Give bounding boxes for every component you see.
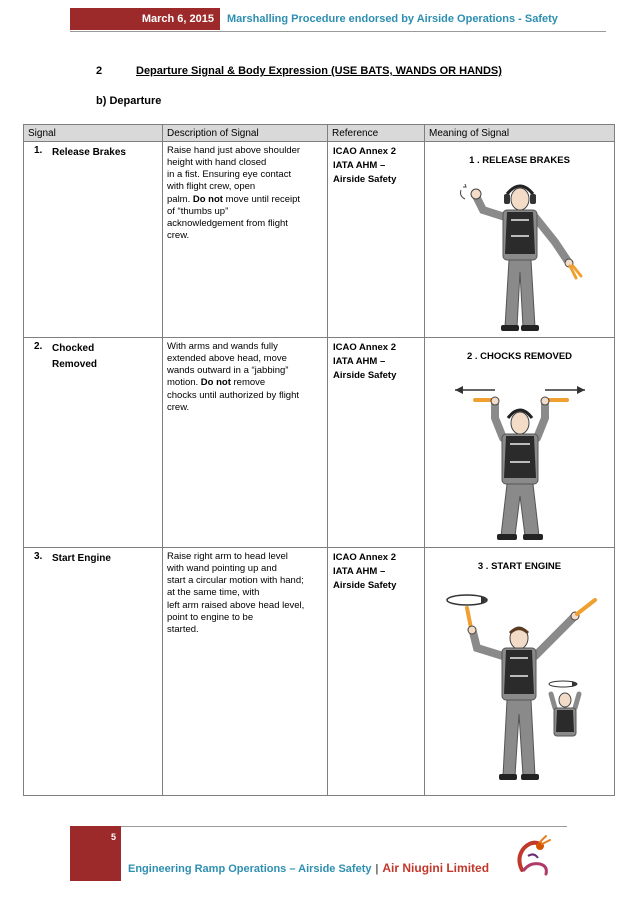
description-line <box>167 194 323 206</box>
col-header-reference: Reference <box>328 125 425 142</box>
description-line: chocks until authorized by flight <box>167 389 300 401</box>
chocks-removed-figure <box>425 338 615 548</box>
table-header-row <box>24 125 615 142</box>
reference-line: ICAO Annex 2 <box>333 146 396 157</box>
section-heading <box>96 65 502 77</box>
description-line: Raise right arm to head level <box>167 551 288 562</box>
reference-line: ICAO Annex 2 <box>333 342 396 353</box>
reference-line: Airside Safety <box>333 579 397 591</box>
header-date: March 6, 2015 <box>70 8 220 30</box>
meaning-cell <box>425 548 615 796</box>
reference-line: ICAO Annex 2 <box>333 552 396 563</box>
description-cell <box>163 338 328 548</box>
description-text: palm. <box>167 193 193 205</box>
meaning-title: 1 . RELEASE BRAKES <box>469 155 570 166</box>
description-line: started. <box>167 623 199 635</box>
reference-line: Airside Safety <box>333 369 397 381</box>
description-line: of “thumbs up” <box>167 205 229 217</box>
meaning-title: 3 . START ENGINE <box>477 561 562 572</box>
start-engine-figure <box>425 548 615 796</box>
description-line: wands outward in a “jabbing” <box>167 365 289 377</box>
reference-line: IATA AHM – <box>333 159 386 171</box>
description-line <box>167 377 323 389</box>
signal-number: 1. <box>34 145 43 156</box>
meaning-title: 2 . CHOCKS REMOVED <box>466 351 573 362</box>
header-title: Marshalling Procedure endorsed by Airside Operations - Safety <box>227 13 558 25</box>
signal-cell <box>24 142 163 338</box>
description-emphasis: Do not <box>200 377 231 389</box>
description-line: crew. <box>167 230 190 242</box>
signal-name: Start Engine <box>52 553 111 564</box>
release-brakes-figure <box>425 142 615 338</box>
signal-cell <box>24 338 163 548</box>
signal-number: 2. <box>34 341 43 352</box>
footer-company: Air Niugini Limited <box>382 861 490 875</box>
meaning-cell <box>425 142 615 338</box>
description-line: start a circular motion with hand; <box>167 575 304 587</box>
description-line: acknowledgement from flight <box>167 217 288 229</box>
reference-cell <box>328 548 425 796</box>
bird-of-paradise-logo-icon <box>510 834 554 878</box>
description-line: extended above head, move <box>167 353 287 365</box>
reference-line: IATA AHM – <box>333 355 386 367</box>
description-text: move until receipt <box>222 193 301 205</box>
description-line: with wand pointing up and <box>167 563 277 575</box>
description-line: crew. <box>167 401 190 413</box>
meaning-cell <box>425 338 615 548</box>
signal-cell <box>24 548 163 796</box>
table-row <box>24 548 615 796</box>
signal-name: Release Brakes <box>52 147 126 158</box>
col-header-meaning: Meaning of Signal <box>425 125 615 142</box>
footer-separator: | <box>375 863 379 875</box>
reference-line: IATA AHM – <box>333 565 386 577</box>
reference-cell <box>328 142 425 338</box>
section-number: 2 <box>96 65 103 77</box>
footer-department: Engineering Ramp Operations – Airside Safety <box>128 863 372 875</box>
signals-table <box>23 124 615 796</box>
footer-text <box>128 861 489 875</box>
signal-name: Chocked Removed <box>52 343 98 370</box>
table-row <box>24 338 615 548</box>
description-text: motion. <box>167 377 201 389</box>
footer-divider <box>70 826 567 827</box>
description-line: point to engine to be <box>167 611 254 623</box>
description-cell <box>163 142 328 338</box>
description-line: with flight crew, open <box>167 181 256 193</box>
page-header <box>70 8 606 32</box>
description-text: remove <box>230 377 266 389</box>
signal-number: 3. <box>34 551 43 562</box>
description-line: Raise hand just above shoulder <box>167 145 301 156</box>
col-header-description: Description of Signal <box>163 125 328 142</box>
description-line: left arm raised above head level, <box>167 599 305 611</box>
description-line: height with hand closed <box>167 157 267 169</box>
description-emphasis: Do not <box>192 193 223 205</box>
col-header-signal: Signal <box>24 125 163 142</box>
page-number: 5 <box>70 826 121 881</box>
description-line: With arms and wands fully <box>167 341 278 352</box>
reference-line: Airside Safety <box>333 173 397 185</box>
reference-cell <box>328 338 425 548</box>
section-title: Departure Signal & Body Expression (USE BATS, WANDS OR HANDS) <box>136 65 502 77</box>
table-row <box>24 142 615 338</box>
description-line: at the same time, with <box>167 587 260 599</box>
description-cell <box>163 548 328 796</box>
description-line: in a fist. Ensuring eye contact <box>167 169 292 181</box>
subsection-heading: b) Departure <box>96 95 162 107</box>
